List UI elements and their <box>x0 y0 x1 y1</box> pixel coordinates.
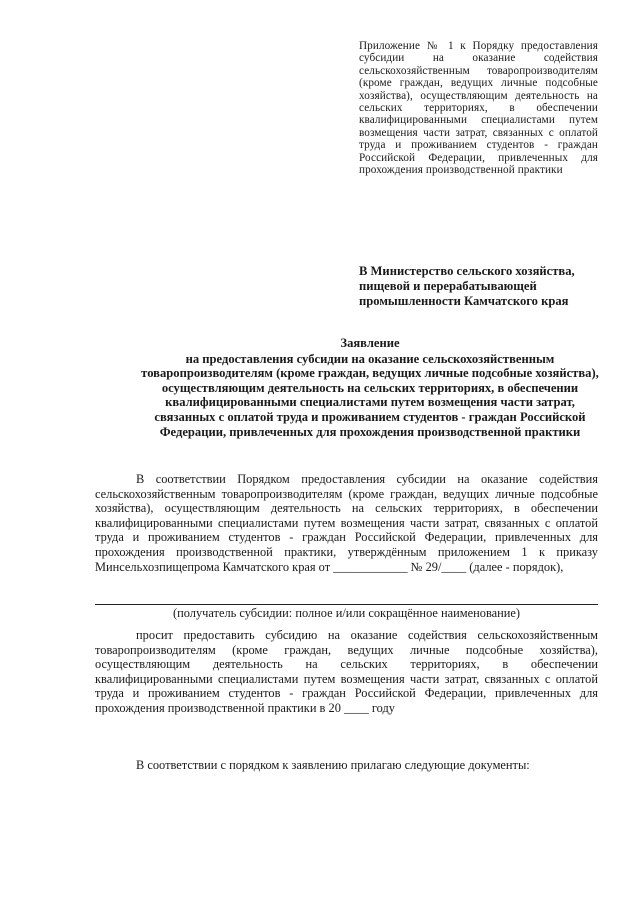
document-title <box>135 336 605 439</box>
recipient-caption: (получатель субсидии: полное и/или сокращённое наименование) <box>172 606 521 620</box>
title-heading: Заявление <box>340 336 400 350</box>
paragraph-request: просит предоставить субсидию на оказание содействия сельскохозяйственным товаропроизводителям (кроме граждан, ведущих личные подсобные хозяйства), осуществляющим деятельность на сельских территориях, в обеспечении квалифицированными специалистами путем возмещения части затрат, связанных с оплатой труда и проживанием студентов - граждан Российской Федерации, привлеченных для прохождения производственной практики в 20 ____ году <box>95 628 598 715</box>
title-subject: на предоставления субсидии на оказание сельскохозяйственным товаропроизводителям (кроме граждан, ведущих личные подсобные хозяйства), осуществляющим деятельность на сельских территориях, в обеспечении квалифицированными специалистами путем возмещения части затрат, связанных с оплатой труда и проживанием студентов - граждан Российской Федерации, привлеченных для прохождения производственной практики <box>141 351 599 439</box>
paragraph-basis: В соответствии Порядком предоставления субсидии на оказание содействия сельскохозяйственным товаропроизводителям (кроме граждан, ведущих личные подсобные хозяйства), осуществляющим деятельность на сельских территориях, в обеспечении квалифицированными специалистами путем возмещения части затрат, связанных с оплатой труда и проживанием студентов - граждан Российской Федерации, привлеченных для прохождения производственной практики, утверждённым приложением 1 к приказу Минсельхозпищепромa Камчатского края от ____________ № 29/____ (далее - порядок), <box>95 472 598 574</box>
appendix-note: Приложение № 1 к Порядку предоставления субсидии на оказание содействия сельскохозяйственным товаропроизводителям (кроме граждан, ведущих личные подсобные хозяйства), осуществляющим деятельность на сельских территориях, в обеспечении квалифицированными специалистами путем возмещения части затрат, связанных с оплатой труда и проживанием студентов - граждан Российской Федерации, привлеченных для прохождения производственной практики <box>359 40 598 177</box>
addressee-block: В Министерство сельского хозяйства, пищевой и перерабатывающей промышленности Камчатского края <box>359 264 575 308</box>
paragraph-attachments: В соответствии с порядком к заявлению прилагаю следующие документы: <box>136 758 530 772</box>
recipient-fill-line <box>95 604 598 605</box>
